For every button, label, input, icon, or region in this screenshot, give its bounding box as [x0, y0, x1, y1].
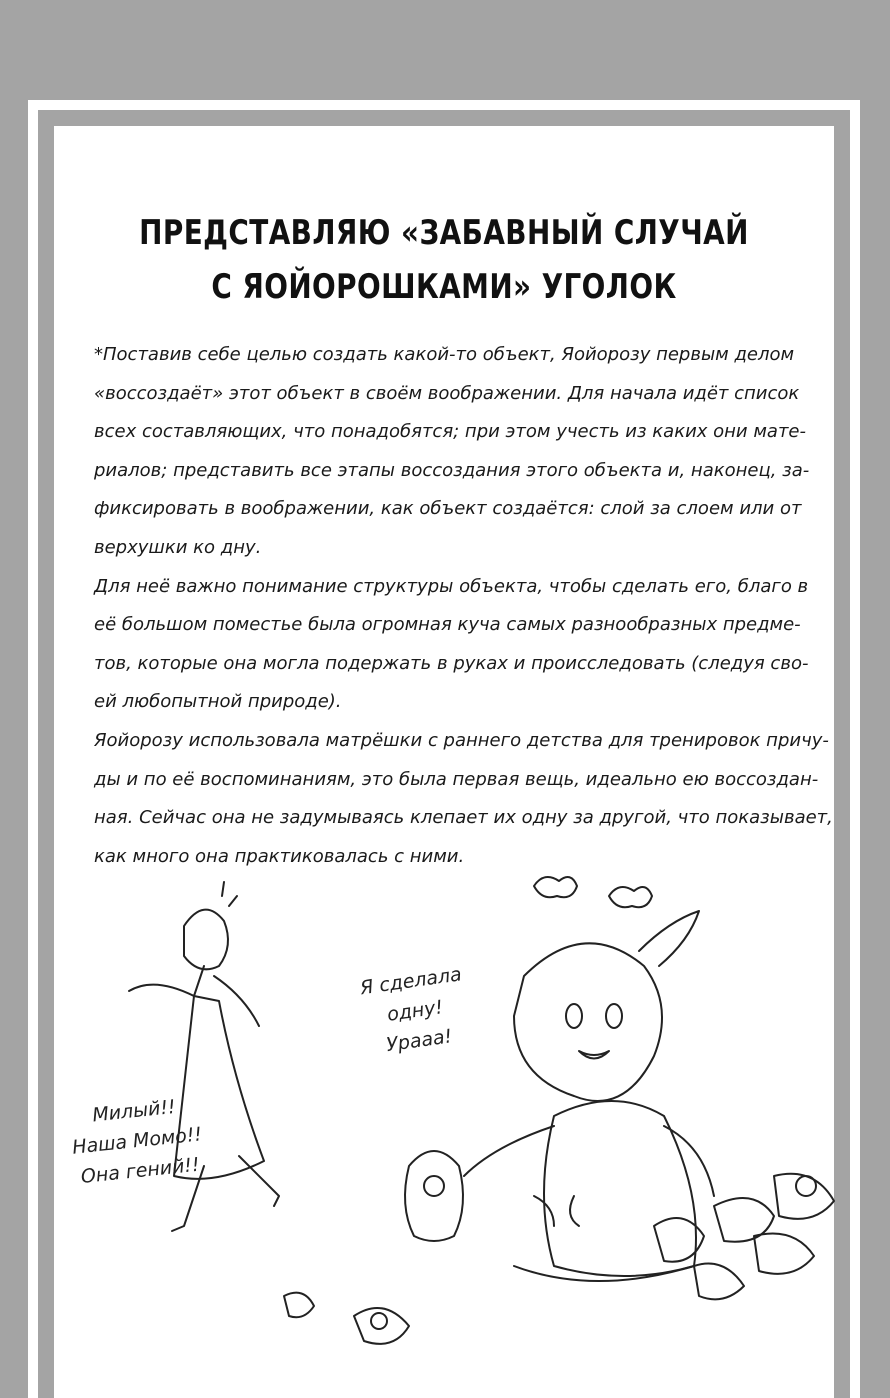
body-line: как много она практиковалась с ними.	[94, 845, 465, 867]
title-line: С ЯОЙОРОШКАМИ» УГОЛОК	[211, 267, 677, 307]
puff-cloud	[534, 877, 577, 897]
body-line: ей любопытной природе).	[94, 691, 342, 713]
body-line: ды и по её воспоминаниям, это была первая вещь, идеально ею воссоздан-	[94, 768, 819, 790]
outer-frame	[28, 100, 860, 1398]
speech-mother	[68, 1089, 207, 1192]
puff-cloud	[609, 887, 652, 907]
body-line: «воссоздаёт» этот объект в своём воображении. Для начала идёт список	[94, 382, 800, 404]
speech-line: одну!	[385, 996, 445, 1026]
body-text	[94, 336, 833, 876]
body-line: риалов; представить все этапы воссоздания этого объекта и, наконец, за-	[94, 459, 810, 481]
body-line: ная. Сейчас она не задумываясь клепает их одну за другой, что показывает,	[94, 807, 833, 829]
speech-line: Урааа!	[384, 1025, 454, 1057]
body-line: *Поставив себе целью создать какой-то объект, Яойорозу первым делом	[94, 344, 795, 365]
momo-figure	[464, 911, 714, 1281]
body-line: тов, которые она могла подержать в руках и происследовать (следуя сво-	[94, 652, 809, 674]
speech-line: Я сделала	[358, 963, 463, 1000]
page	[54, 126, 834, 1398]
title-line: ПРЕДСТАВЛЯЮ «ЗАБАВНЫЙ СЛУЧАЙ	[139, 213, 749, 253]
body-line: Для неё важно понимание структуры объекта, чтобы сделать его, благо в	[94, 575, 809, 597]
matryoshka-held	[405, 1151, 463, 1241]
speech-momo	[358, 959, 472, 1062]
speech-line: Она гений!!	[79, 1153, 201, 1188]
body-line: её большом поместье была огромная куча самых разнообразных предме-	[94, 614, 801, 636]
body-line: Яойорозу использовала матрёшки с раннего детства для тренировок причу-	[94, 729, 829, 751]
inner-frame	[38, 110, 850, 1398]
speech-line: Наша Момо!!	[71, 1123, 204, 1159]
matryoshka-pile	[284, 1174, 834, 1344]
body-line: верхушки ко дну.	[94, 536, 262, 558]
body-line: всех составляющих, что понадобятся; при этом учесть из каких они мате-	[94, 421, 807, 443]
speech-line: Милый!!	[91, 1095, 177, 1127]
page-title	[124, 206, 764, 314]
body-line: фиксировать в воображении, как объект создаётся: слой за слоем или от	[94, 498, 802, 520]
